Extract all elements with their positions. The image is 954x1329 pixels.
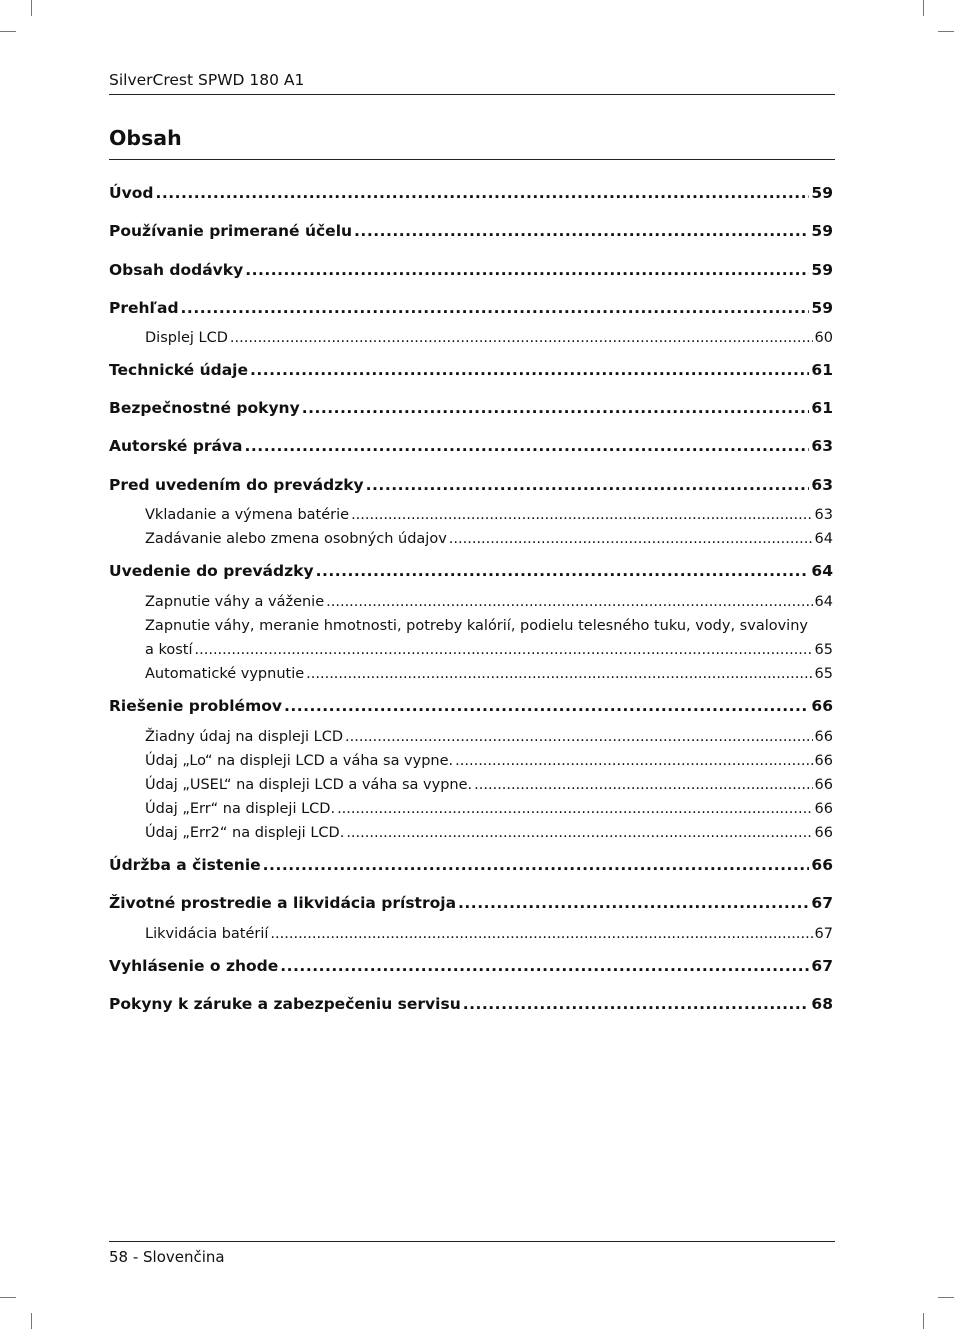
toc-entry-page: 59 bbox=[811, 222, 833, 240]
dot-leader bbox=[337, 801, 812, 817]
dot-leader bbox=[155, 184, 809, 202]
dot-leader bbox=[458, 894, 809, 912]
toc-entry-page: 66 bbox=[814, 729, 833, 745]
toc-entry[interactable] bbox=[109, 399, 833, 417]
toc-entry-page: 64 bbox=[814, 594, 833, 610]
toc-entry-text: Automatické vypnutie bbox=[145, 666, 305, 682]
toc-entry[interactable] bbox=[109, 476, 833, 494]
toc-entry-text: Obsah dodávky bbox=[109, 261, 244, 279]
toc-entry-text: Zapnutie váhy a váženie bbox=[145, 594, 325, 610]
dot-leader bbox=[345, 729, 813, 745]
toc-subentry[interactable] bbox=[145, 926, 833, 942]
toc-entry-page: 64 bbox=[814, 531, 833, 547]
header-text: SilverCrest SPWD 180 A1 bbox=[109, 71, 305, 89]
toc-subentry[interactable] bbox=[145, 801, 833, 817]
dot-leader bbox=[195, 642, 813, 658]
toc-entry-page: 66 bbox=[811, 856, 833, 874]
toc-entry-text: Zadávanie alebo zmena osobných údajov bbox=[145, 531, 447, 547]
dot-leader bbox=[245, 437, 810, 455]
page-header bbox=[109, 69, 835, 95]
toc-entry[interactable] bbox=[109, 361, 833, 379]
crop-mark bbox=[938, 1297, 954, 1298]
toc-subentry[interactable] bbox=[145, 729, 833, 745]
toc-entry-text: Pokyny k záruke a zabezpečeniu servisu bbox=[109, 995, 461, 1013]
toc-subentry[interactable] bbox=[145, 825, 833, 841]
page-footer bbox=[109, 1241, 835, 1272]
toc-entry-text: Úvod bbox=[109, 184, 154, 202]
toc-entry-page: 61 bbox=[811, 399, 833, 417]
toc-entry-page: 65 bbox=[814, 642, 833, 658]
toc-entry-text: Bezpečnostné pokyny bbox=[109, 399, 300, 417]
dot-leader bbox=[270, 926, 812, 942]
toc-entry-text: Údržba a čistenie bbox=[109, 856, 261, 874]
toc-entry[interactable] bbox=[109, 856, 833, 874]
toc-subentry-text-line1[interactable]: Zapnutie váhy, meranie hmotnosti, potreby kalórií, podielu telesného tuku, vody, svaloviny bbox=[145, 618, 808, 634]
crop-mark bbox=[923, 0, 924, 16]
toc-entry-page: 61 bbox=[811, 361, 833, 379]
toc-entry-page: 66 bbox=[814, 777, 833, 793]
toc-entry[interactable] bbox=[109, 222, 833, 240]
toc-entry-text: Technické údaje bbox=[109, 361, 249, 379]
toc-entry[interactable] bbox=[109, 697, 833, 715]
dot-leader bbox=[455, 753, 812, 769]
crop-mark bbox=[0, 31, 16, 32]
toc-entry[interactable] bbox=[109, 995, 833, 1013]
dot-leader bbox=[346, 825, 812, 841]
toc-entry-page: 63 bbox=[811, 476, 833, 494]
toc-entry-text: Údaj „Err2“ na displeji LCD. bbox=[145, 825, 345, 841]
dot-leader bbox=[181, 299, 810, 317]
toc-subentry[interactable] bbox=[145, 777, 833, 793]
dot-leader bbox=[306, 666, 812, 682]
toc-subentry[interactable] bbox=[145, 642, 833, 658]
toc-title bbox=[109, 120, 835, 160]
toc-entry[interactable] bbox=[109, 437, 833, 455]
dot-leader bbox=[449, 531, 813, 547]
toc-entry-page: 60 bbox=[814, 330, 833, 346]
toc-entry-page: 66 bbox=[811, 697, 833, 715]
toc-entry-text: Likvidácia batérií bbox=[145, 926, 269, 942]
crop-mark bbox=[938, 31, 954, 32]
toc-entry-text: Uvedenie do prevádzky bbox=[109, 562, 314, 580]
toc-entry[interactable] bbox=[109, 957, 833, 975]
toc-entry-text: Autorské práva bbox=[109, 437, 243, 455]
toc-entry[interactable] bbox=[109, 562, 833, 580]
toc-subentry[interactable] bbox=[145, 594, 833, 610]
toc-entry-page: 63 bbox=[811, 437, 833, 455]
toc-entry-page: 68 bbox=[811, 995, 833, 1013]
crop-mark bbox=[0, 1297, 16, 1298]
toc-entry[interactable] bbox=[109, 261, 833, 279]
toc-entry-text: Vyhlásenie o zhode bbox=[109, 957, 279, 975]
dot-leader bbox=[354, 222, 809, 240]
toc-entry-page: 67 bbox=[811, 894, 833, 912]
dot-leader bbox=[245, 261, 809, 279]
dot-leader bbox=[280, 957, 809, 975]
toc-entry-page: 67 bbox=[814, 926, 833, 942]
toc-entry-page: 67 bbox=[811, 957, 833, 975]
toc-subentry[interactable] bbox=[145, 507, 833, 523]
crop-mark bbox=[31, 1313, 32, 1329]
dot-leader bbox=[230, 330, 813, 346]
toc-entry-page: 59 bbox=[811, 261, 833, 279]
dot-leader bbox=[463, 995, 810, 1013]
toc-entry-text: Údaj „USEL“ na displeji LCD a váha sa vypne. bbox=[145, 777, 473, 793]
toc-entry-page: 59 bbox=[811, 299, 833, 317]
toc-entry[interactable] bbox=[109, 894, 833, 912]
dot-leader bbox=[326, 594, 812, 610]
dot-leader bbox=[250, 361, 809, 379]
toc-entry-text: Žiadny údaj na displeji LCD bbox=[145, 729, 344, 745]
toc-entry-text: Pred uvedením do prevádzky bbox=[109, 476, 364, 494]
toc-entry-text: Údaj „Err“ na displeji LCD. bbox=[145, 801, 336, 817]
toc-entry-page: 63 bbox=[814, 507, 833, 523]
toc-entry-page: 66 bbox=[814, 825, 833, 841]
dot-leader bbox=[316, 562, 810, 580]
toc-subentry[interactable] bbox=[145, 330, 833, 346]
toc-entry[interactable] bbox=[109, 299, 833, 317]
toc-entry-page: 66 bbox=[814, 801, 833, 817]
dot-leader bbox=[284, 697, 809, 715]
toc-entry-text: Riešenie problémov bbox=[109, 697, 282, 715]
crop-mark bbox=[31, 0, 32, 16]
toc-subentry[interactable] bbox=[145, 666, 833, 682]
toc-subentry[interactable] bbox=[145, 753, 833, 769]
footer-text: 58 - Slovenčina bbox=[109, 1248, 225, 1266]
toc-entry-text: Vkladanie a výmena batérie bbox=[145, 507, 350, 523]
crop-mark bbox=[923, 1313, 924, 1329]
toc-entry[interactable] bbox=[109, 184, 833, 202]
dot-leader bbox=[302, 399, 810, 417]
toc-entry-text: Životné prostredie a likvidácia prístroja bbox=[109, 894, 457, 912]
toc-entry-page: 59 bbox=[811, 184, 833, 202]
toc-entry-text: Používanie primerané účelu bbox=[109, 222, 353, 240]
dot-leader bbox=[351, 507, 812, 523]
dot-leader bbox=[263, 856, 810, 874]
toc-entry-text: Displej LCD bbox=[145, 330, 228, 346]
dot-leader bbox=[366, 476, 810, 494]
dot-leader bbox=[474, 777, 812, 793]
toc-entry-page: 64 bbox=[811, 562, 833, 580]
toc-entry-text: Údaj „Lo“ na displeji LCD a váha sa vypne. bbox=[145, 753, 454, 769]
toc-entry-page: 66 bbox=[814, 753, 833, 769]
toc-entry-page: 65 bbox=[814, 666, 833, 682]
toc-entry-text: Prehľad bbox=[109, 299, 179, 317]
toc-entry-text: a kostí bbox=[145, 642, 193, 658]
toc-subentry[interactable] bbox=[145, 531, 833, 547]
toc-title-text: Obsah bbox=[109, 126, 182, 150]
